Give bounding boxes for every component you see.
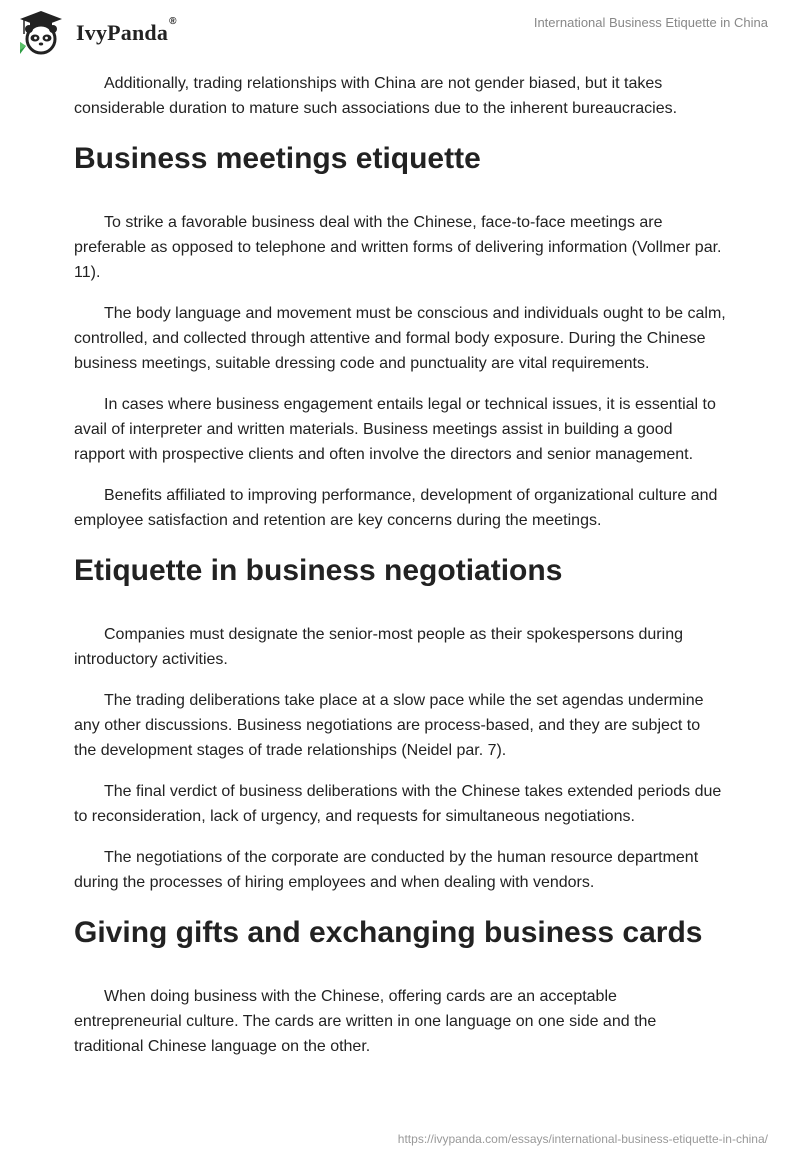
section-heading-negotiations: Etiquette in business negotiations [74, 554, 563, 587]
page-header [0, 0, 800, 62]
essay-content [74, 71, 726, 1075]
paragraph: Companies must designate the senior-most people as their spokespersons during introductory activities. [74, 626, 683, 668]
paragraph: In cases where business engagement entails legal or technical issues, it is essential to avail of interpreter and written materials. Business meetings assist in building a good rapport with prospective clients and often involve the directors and senior management. [74, 396, 716, 463]
ivypanda-logo[interactable] [16, 8, 177, 58]
paragraph: The negotiations of the corporate are conducted by the human resource department during the processes of hiring employees and when dealing with vendors. [74, 849, 699, 891]
paragraph: Benefits affiliated to improving performance, development of organizational culture and employee satisfaction and retention are key concerns during the meetings. [74, 487, 718, 529]
source-url-link[interactable]: https://ivypanda.com/essays/international-business-etiquette-in-china/ [397, 1132, 768, 1146]
paragraph: The trading deliberations take place at a slow pace while the set agendas undermine any other discussions. Business negotiations are process-based, and they are subject to the development stages of trade relationships (Neidel par. 7). [74, 692, 704, 759]
section-heading-business-meetings: Business meetings etiquette [74, 142, 481, 175]
registered-mark: ® [169, 16, 177, 27]
paragraph: When doing business with the Chinese, offering cards are an acceptable entrepreneurial culture. The cards are written in one language on one side and the traditional Chinese language on the other. [74, 988, 657, 1055]
paragraph: The final verdict of business deliberations with the Chinese takes extended periods due to reconsideration, lack of urgency, and requests for simultaneous negotiations. [74, 783, 722, 825]
document-title: International Business Etiquette in China [533, 15, 768, 30]
paragraph: Additionally, trading relationships with China are not gender biased, but it takes considerable duration to mature such associations due to the inherent bureaucracies. [74, 75, 678, 117]
panda-logo-icon [16, 8, 66, 58]
section-heading-gifts-cards: Giving gifts and exchanging business cards [74, 916, 703, 949]
paragraph: The body language and movement must be conscious and individuals ought to be calm, controlled, and collected through attentive and formal body exposure. During the Chinese business meetings, suitable dressing code and punctuality are vital requirements. [74, 305, 726, 372]
logo-wordmark: IvyPanda® [76, 16, 177, 45]
paragraph: To strike a favorable business deal with the Chinese, face-to-face meetings are preferable as opposed to telephone and written forms of delivering information (Vollmer par. 11). [74, 214, 722, 281]
